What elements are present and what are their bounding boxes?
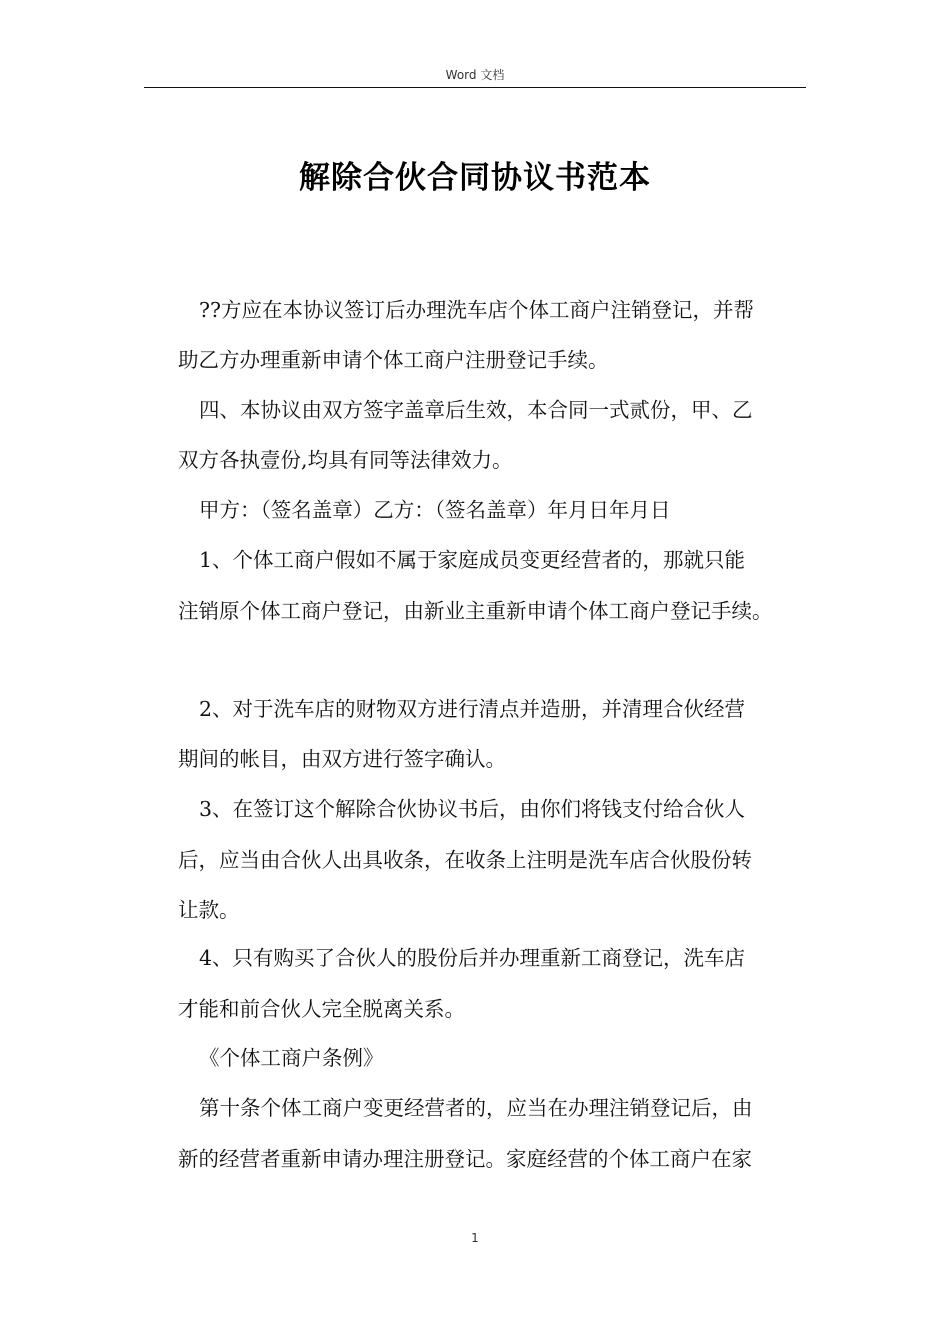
paragraph-line: 2、对于洗车店的财物双方进行清点并造册，并清理合伙经营 <box>199 697 746 721</box>
paragraph-line: 甲方：（签名盖章）乙方：（签名盖章）年月日年月日 <box>199 498 671 522</box>
document-title: 解除合伙合同协议书范本 <box>299 160 651 196</box>
page-header: Word 文档 <box>445 68 505 82</box>
paragraph-line: 4、只有购买了合伙人的股份后并办理重新工商登记，洗车店 <box>199 946 746 970</box>
paragraph-line: 让款。 <box>178 898 240 922</box>
paragraph-line: 1、个体工商户假如不属于家庭成员变更经营者的，那就只能 <box>199 548 746 572</box>
paragraph-line: 注销原个体工商户登记，由新业主重新申请个体工商户登记手续。 <box>178 599 773 623</box>
paragraph-line: 第十条个体工商户变更经营者的，应当在办理注销登记后，由 <box>199 1096 753 1120</box>
paragraph-line: 四、本协议由双方签字盖章后生效，本合同一式贰份，甲、乙 <box>199 398 753 422</box>
paragraph-line: 助乙方办理重新申请个体工商户注册登记手续。 <box>178 348 609 372</box>
paragraph-line: ??方应在本协议签订后办理洗车店个体工商户注销登记，并帮 <box>199 298 754 322</box>
paragraph-line: 双方各执壹份,均具有同等法律效力。 <box>178 448 513 472</box>
paragraph-line: 期间的帐目，由双方进行签字确认。 <box>178 747 506 771</box>
paragraph-line: 才能和前合伙人完全脱离关系。 <box>178 997 465 1021</box>
paragraph-line: 后，应当由合伙人出具收条，在收条上注明是洗车店合伙股份转 <box>178 848 752 872</box>
paragraph-line: 新的经营者重新申请办理注册登记。家庭经营的个体工商户在家 <box>178 1147 752 1171</box>
page-number: 1 <box>471 1231 479 1245</box>
header-divider <box>144 87 806 88</box>
paragraph-line: 《个体工商户条例》 <box>199 1046 384 1070</box>
paragraph-line: 3、在签订这个解除合伙协议书后，由你们将钱支付给合伙人 <box>199 797 746 821</box>
